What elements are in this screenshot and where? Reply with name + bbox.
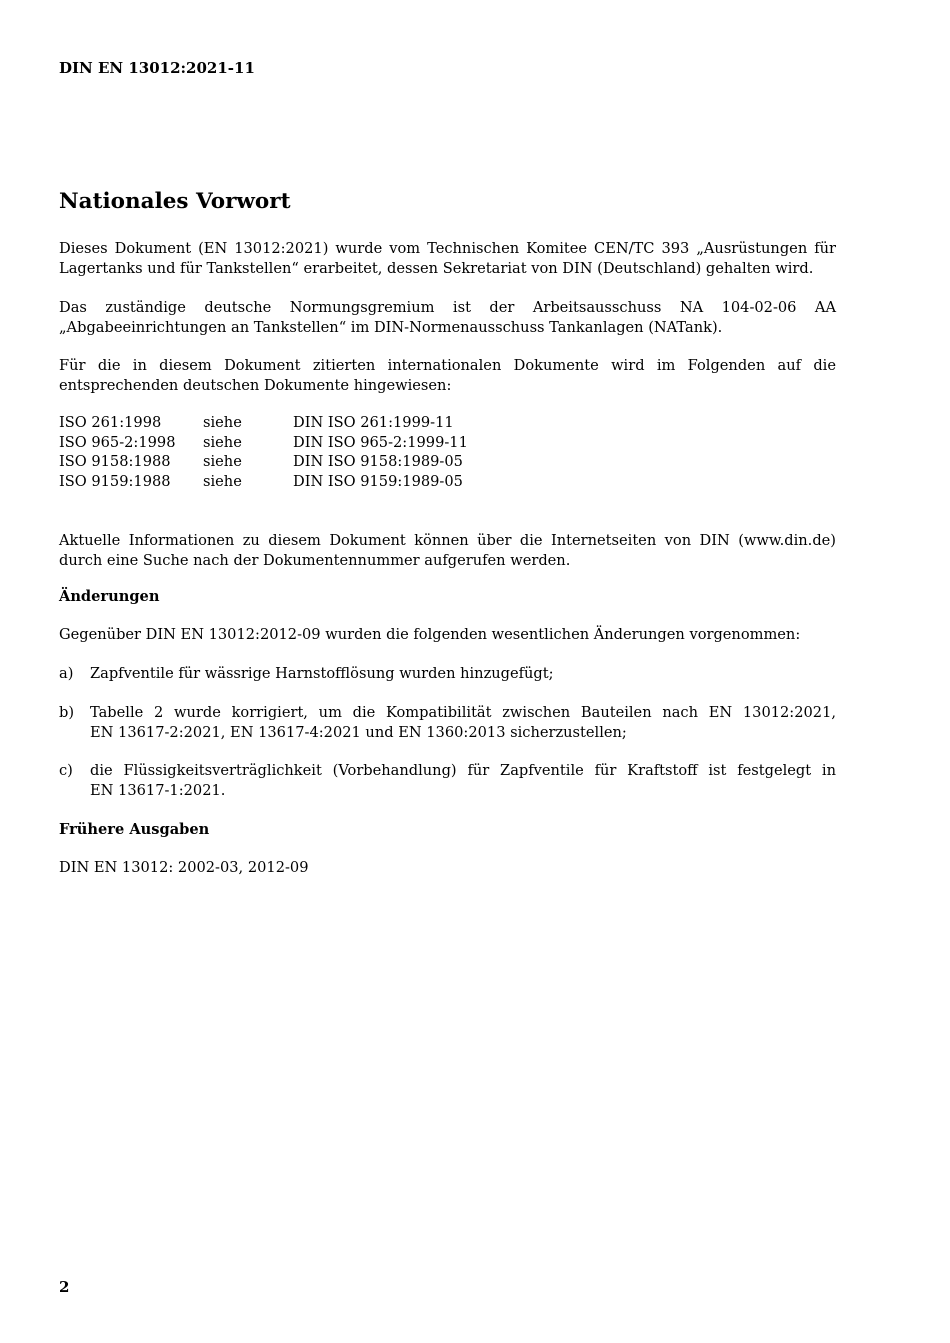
changes-heading: Änderungen <box>59 588 160 605</box>
reference-iso: ISO 965-2:1998 <box>59 433 176 451</box>
reference-sep: siehe <box>203 473 242 491</box>
paragraph-standards-body-line1: Das zuständige deutsche Normungsgremium ist der Arbeitsausschuss NA 104-02-06 AA <box>59 299 836 316</box>
previous-editions-text: DIN EN 13012: 2002-03, 2012-09 <box>59 859 309 876</box>
paragraph-standards-body-line2: „Abgabeeinrichtungen an Tankstellen“ im DIN-Normenausschuss Tankanlagen (NATank). <box>59 319 723 336</box>
paragraph-online-info: Aktuelle Informationen zu diesem Dokument können über die Internetseiten von DIN (www.din.de) durch eine Suche nach der Dokumentennummer aufgerufen werden. <box>59 532 836 569</box>
section-title: Nationales Vorwort <box>59 189 291 214</box>
list-text <box>90 761 836 801</box>
reference-sep: siehe <box>203 433 242 451</box>
reference-row <box>59 433 468 453</box>
reference-din: DIN ISO 261:1999-11 <box>293 414 454 431</box>
list-text-line2: EN 13617-2:2021, EN 13617-4:2021 und EN 1360:2013 sicherzustellen; <box>90 724 627 741</box>
list-text-line1: Tabelle 2 wurde korrigiert, um die Kompatibilität zwischen Bauteilen nach EN 13012:2021, <box>90 704 836 721</box>
list-item <box>59 703 836 743</box>
list-text: Zapfventile für wässrige Harnstofflösung wurden hinzugefügt; <box>90 665 554 682</box>
list-text <box>90 703 836 743</box>
reference-table <box>59 413 468 492</box>
page-number: 2 <box>59 1278 70 1296</box>
list-marker: a) <box>59 665 74 682</box>
previous-editions-heading: Frühere Ausgaben <box>59 821 210 838</box>
reference-din: DIN ISO 965-2:1999-11 <box>293 433 468 451</box>
changes-intro: Gegenüber DIN EN 13012:2012-09 wurden die folgenden wesentlichen Änderungen vorgenommen: <box>59 626 801 643</box>
reference-row <box>59 413 468 433</box>
list-text-line1: die Flüssigkeitsverträglichkeit (Vorbehandlung) für Zapfventile für Kraftstoff ist festgelegt in <box>90 762 836 779</box>
reference-row <box>59 472 468 492</box>
list-marker: c) <box>59 762 73 779</box>
paragraph-committee: Dieses Dokument (EN 13012:2021) wurde vom Technischen Komitee CEN/TC 393 „Ausrüstungen für Lagertanks und für Tankstellen“ erarbeitet, dessen Sekretariat von DIN (Deutschland) gehalten wird. <box>59 240 836 277</box>
reference-iso: ISO 261:1998 <box>59 414 162 431</box>
reference-row <box>59 452 468 472</box>
reference-sep: siehe <box>203 414 242 431</box>
paragraph-references-intro: Für die in diesem Dokument zitierten internationalen Dokumente wird im Folgenden auf die entsprechenden deutschen Dokumente hingewiesen: <box>59 357 836 394</box>
paragraph-standards-body <box>59 298 836 338</box>
list-item <box>59 664 836 684</box>
list-marker: b) <box>59 704 75 721</box>
document-id-header: DIN EN 13012:2021-11 <box>59 59 255 77</box>
list-text-line2: EN 13617-1:2021. <box>90 782 226 799</box>
reference-iso: ISO 9159:1988 <box>59 473 171 491</box>
reference-sep: siehe <box>203 453 242 471</box>
reference-din: DIN ISO 9159:1989-05 <box>293 473 463 491</box>
list-item <box>59 761 836 801</box>
reference-iso: ISO 9158:1988 <box>59 453 171 471</box>
reference-din: DIN ISO 9158:1989-05 <box>293 453 463 471</box>
